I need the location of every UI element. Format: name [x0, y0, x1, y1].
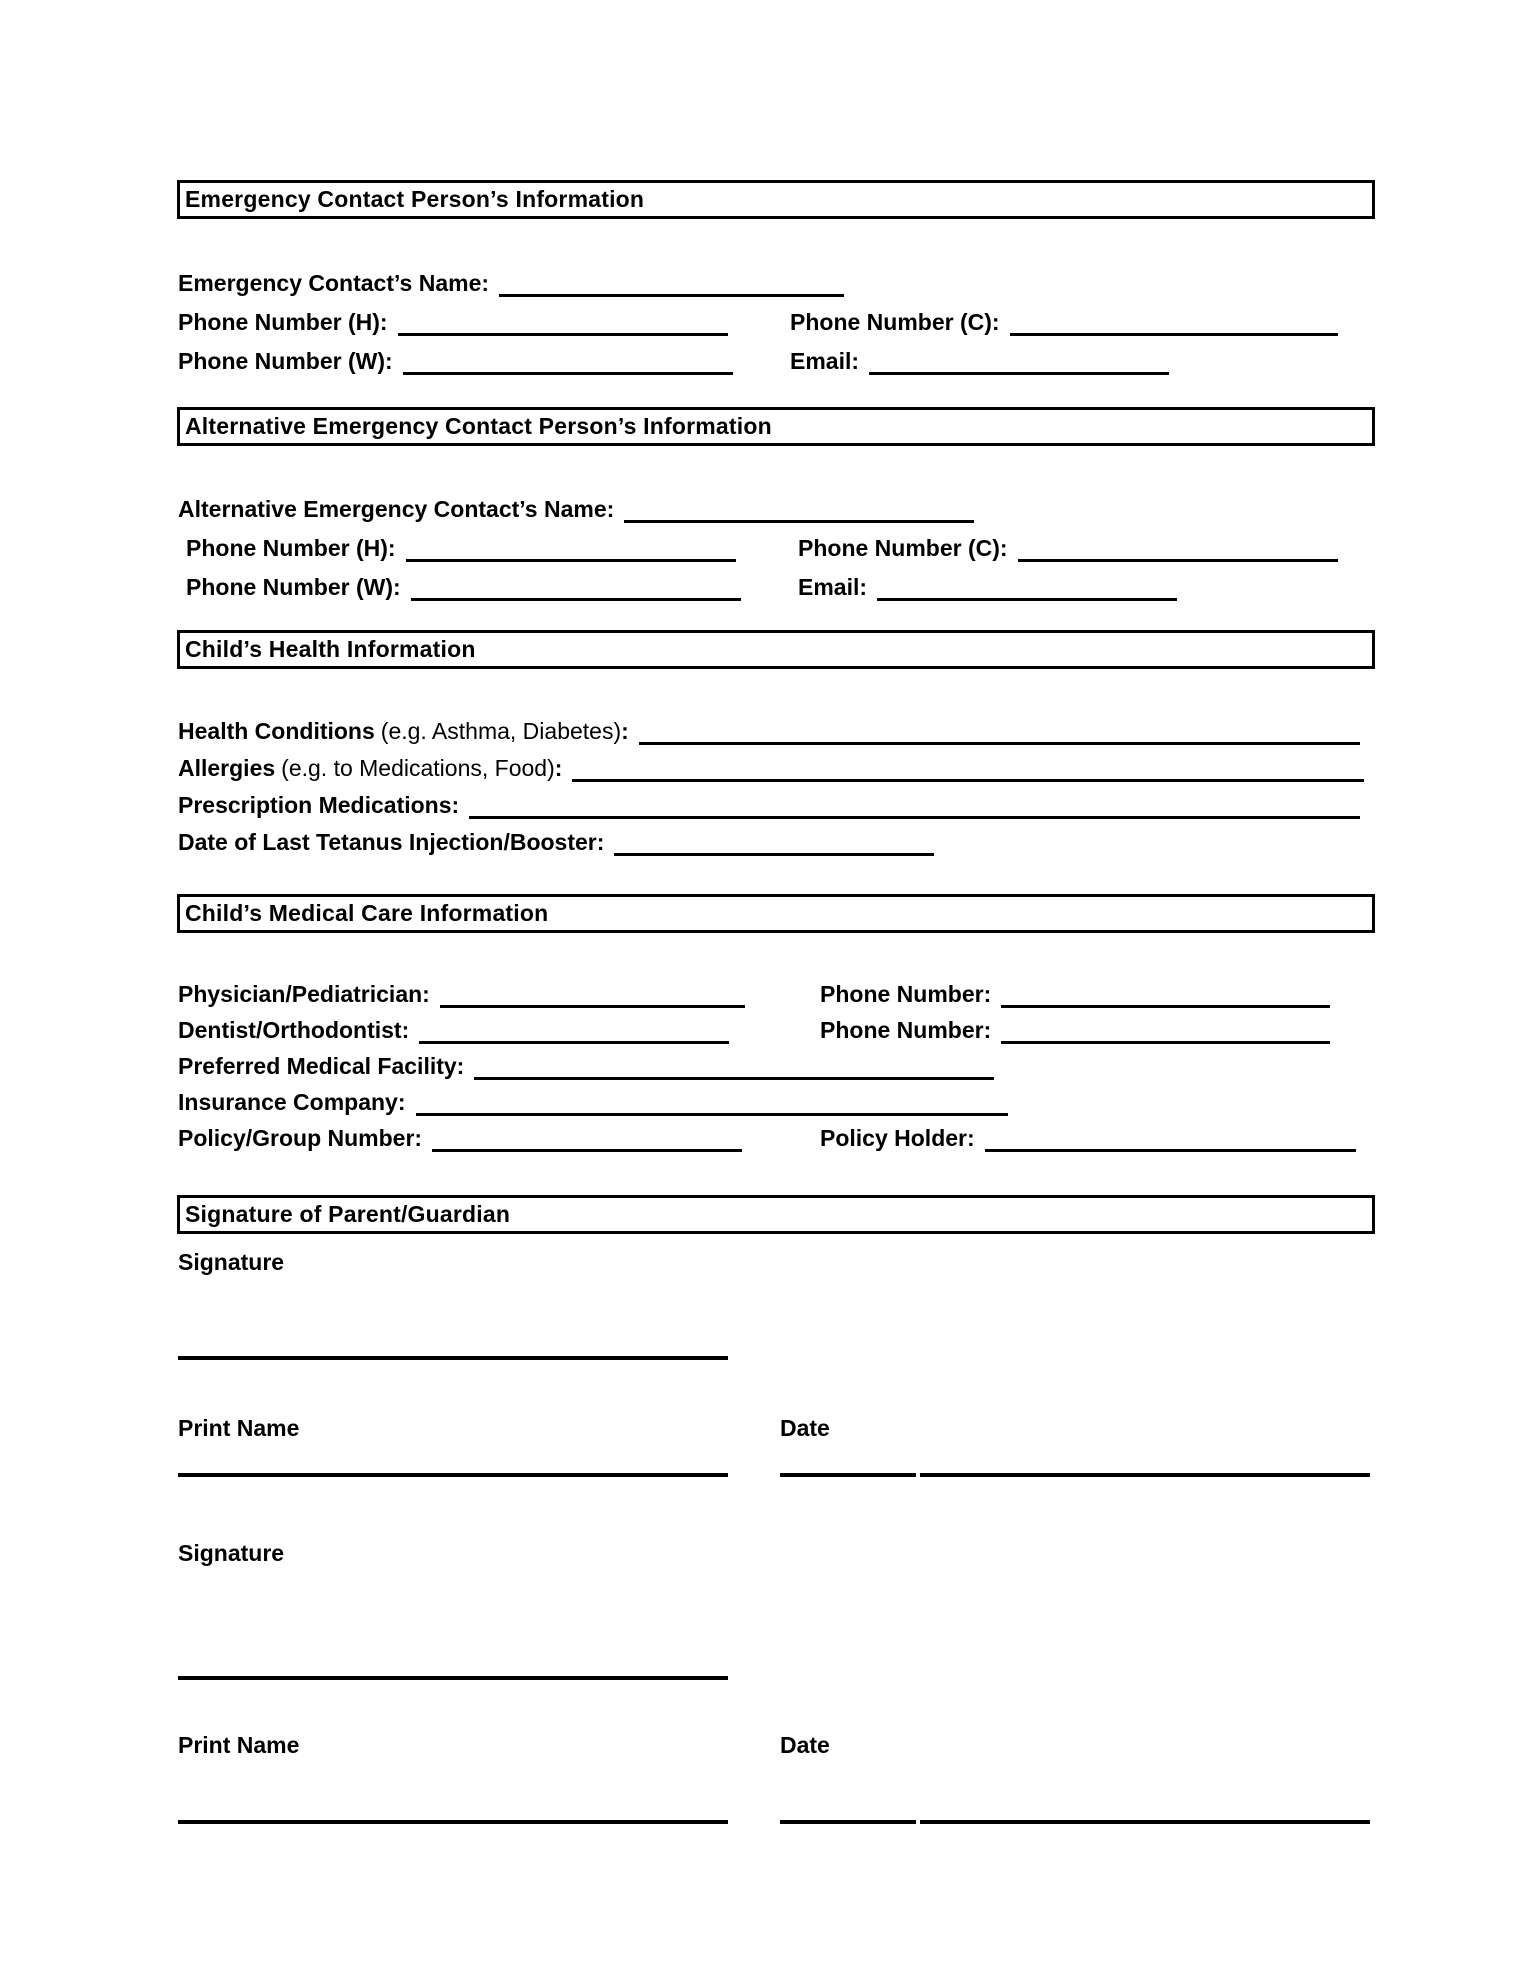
alternative-contact-phone-row-2: [178, 571, 1374, 601]
alternative-contact-name-row: [178, 493, 1374, 523]
date-line-short-1[interactable]: [780, 1473, 916, 1477]
emergency-contact-phone-row-2: [178, 345, 1374, 375]
health-conditions-row: [178, 715, 1374, 745]
physician-phone-label: Phone Number:: [820, 981, 992, 1007]
allergies-label: Allergies: [178, 755, 276, 781]
allergies-row: [178, 752, 1374, 782]
print-name-date-labels-2: [178, 1730, 1374, 1760]
alternative-phone-h-field[interactable]: [406, 536, 736, 562]
section-title: Emergency Contact Person’s Information: [185, 186, 645, 212]
policy-holder-field[interactable]: [985, 1126, 1356, 1152]
allergies-colon: :: [554, 755, 563, 781]
section-header-signature: [178, 1196, 1374, 1233]
dentist-phone-label: Phone Number:: [820, 1017, 992, 1043]
print-name-date-labels-1: [178, 1413, 1374, 1443]
date-label-1: Date: [780, 1415, 830, 1441]
allergies-field[interactable]: [572, 756, 1364, 782]
section-title: Signature of Parent/Guardian: [185, 1201, 511, 1227]
date-line-long-2[interactable]: [920, 1820, 1370, 1824]
prescription-medications-row: [178, 789, 1374, 819]
dentist-label: Dentist/Orthodontist:: [178, 1017, 410, 1043]
emergency-phone-w-field[interactable]: [403, 349, 733, 375]
physician-field[interactable]: [440, 982, 745, 1008]
section-title: Child’s Health Information: [185, 636, 476, 662]
emergency-email-field[interactable]: [869, 349, 1169, 375]
section-header-emergency-contact: [178, 181, 1374, 218]
medical-facility-label: Preferred Medical Facility:: [178, 1053, 465, 1079]
alternative-phone-c-field[interactable]: [1018, 536, 1338, 562]
alternative-phone-w-label: Phone Number (W):: [186, 574, 401, 600]
health-conditions-hint: (e.g. Asthma, Diabetes): [380, 718, 622, 744]
date-line-short-2[interactable]: [780, 1820, 916, 1824]
alternative-contact-name-label: Alternative Emergency Contact’s Name:: [178, 496, 615, 522]
physician-phone-field[interactable]: [1001, 982, 1330, 1008]
insurance-company-label: Insurance Company:: [178, 1089, 406, 1115]
emergency-phone-h-label: Phone Number (H):: [178, 309, 388, 335]
dentist-field[interactable]: [419, 1018, 729, 1044]
tetanus-label: Date of Last Tetanus Injection/Booster:: [178, 829, 605, 855]
print-name-line-2[interactable]: [178, 1820, 728, 1824]
signature-label-2: Signature: [178, 1540, 285, 1566]
physician-label: Physician/Pediatrician:: [178, 981, 430, 1007]
section-header-child-health: [178, 631, 1374, 668]
section-header-child-medical-care: [178, 895, 1374, 932]
alternative-email-field[interactable]: [877, 575, 1177, 601]
dentist-phone-field[interactable]: [1001, 1018, 1330, 1044]
insurance-company-field[interactable]: [416, 1090, 1008, 1116]
dentist-row: [178, 1014, 1374, 1044]
alternative-phone-h-label: Phone Number (H):: [186, 535, 396, 561]
emergency-contact-name-label: Emergency Contact’s Name:: [178, 270, 490, 296]
tetanus-field[interactable]: [614, 830, 934, 856]
policy-row: [178, 1122, 1374, 1152]
alternative-contact-name-field[interactable]: [624, 497, 974, 523]
alternative-phone-w-field[interactable]: [411, 575, 741, 601]
prescription-medications-label: Prescription Medications:: [178, 792, 460, 818]
policy-number-field[interactable]: [432, 1126, 742, 1152]
signature-label-1: Signature: [178, 1249, 285, 1275]
health-conditions-field[interactable]: [639, 719, 1360, 745]
date-line-long-1[interactable]: [920, 1473, 1370, 1477]
document-body: [178, 181, 1374, 1824]
health-conditions-label: Health Conditions: [178, 718, 375, 744]
print-name-date-lines-1: [178, 1473, 1374, 1477]
policy-number-label: Policy/Group Number:: [178, 1125, 423, 1151]
emergency-contact-name-field[interactable]: [499, 271, 844, 297]
section-title: Child’s Medical Care Information: [185, 900, 549, 926]
print-name-label-2: Print Name: [178, 1732, 300, 1758]
signature-line-1[interactable]: [178, 1356, 728, 1360]
emergency-phone-h-field[interactable]: [398, 310, 728, 336]
health-conditions-colon: :: [621, 718, 629, 744]
signature-line-2[interactable]: [178, 1676, 728, 1680]
allergies-hint: (e.g. to Medications, Food): [281, 755, 555, 781]
emergency-phone-w-label: Phone Number (W):: [178, 348, 393, 374]
tetanus-row: [178, 826, 1374, 856]
section-header-alternative-contact: [178, 408, 1374, 445]
emergency-phone-c-label: Phone Number (C):: [790, 309, 1000, 335]
policy-holder-label: Policy Holder:: [820, 1125, 975, 1151]
prescription-medications-field[interactable]: [469, 793, 1360, 819]
alternative-contact-phone-row-1: [178, 532, 1374, 562]
print-name-line-1[interactable]: [178, 1473, 728, 1477]
medical-facility-field[interactable]: [474, 1054, 994, 1080]
physician-row: [178, 978, 1374, 1008]
alternative-phone-c-label: Phone Number (C):: [798, 535, 1008, 561]
print-name-label-1: Print Name: [178, 1415, 300, 1441]
emergency-phone-c-field[interactable]: [1010, 310, 1338, 336]
emergency-email-label: Email:: [790, 348, 860, 374]
insurance-company-row: [178, 1086, 1374, 1116]
emergency-contact-phone-row-1: [178, 306, 1374, 336]
date-label-2: Date: [780, 1732, 830, 1758]
print-name-date-lines-2: [178, 1820, 1374, 1824]
medical-facility-row: [178, 1050, 1374, 1080]
emergency-contact-name-row: [178, 267, 1374, 297]
section-title: Alternative Emergency Contact Person’s Information: [185, 413, 772, 439]
alternative-email-label: Email:: [798, 574, 868, 600]
